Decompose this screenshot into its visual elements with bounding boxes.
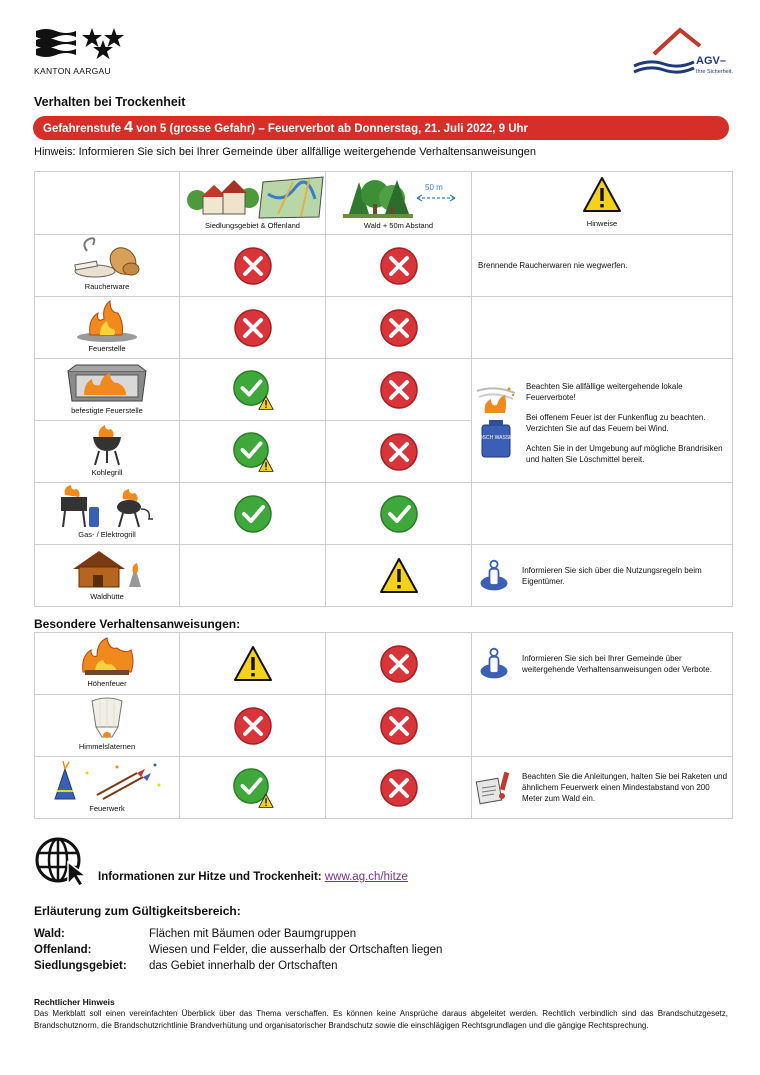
row-label: Feuerstelle — [88, 344, 126, 353]
table-row — [35, 297, 733, 359]
page-title: Verhalten bei Trockenheit — [34, 95, 186, 109]
corner-cell — [35, 172, 180, 235]
agv-label: AGV– — [696, 55, 726, 67]
row-label-cell — [35, 421, 180, 483]
extinguishing-water-icon — [475, 419, 517, 459]
row-label-cell — [35, 633, 180, 695]
info-icon — [476, 558, 512, 594]
row-label-cell — [35, 483, 180, 545]
kanton-label: KANTON AARGAU — [34, 66, 111, 76]
row-label-cell — [35, 235, 180, 297]
forbidden-icon — [233, 308, 273, 348]
forbidden-icon — [379, 432, 419, 472]
allowed-icon — [379, 494, 419, 534]
table-row — [35, 359, 733, 421]
row-note: Informieren Sie sich bei Ihrer Gemeinde über weitergehende Verhaltensanweisungen oder Verbote. — [522, 653, 712, 674]
row-label-cell — [35, 695, 180, 757]
row-label-cell — [35, 359, 180, 421]
row-label: Gas- / Elektrogrill — [78, 530, 136, 539]
sky-lantern-icon — [82, 697, 132, 741]
warning-icon — [233, 644, 273, 684]
canister-label: LÖSCH WASSER — [475, 434, 517, 441]
col-header-settlement — [180, 172, 326, 235]
agv-logo — [624, 26, 734, 78]
definition-item — [34, 942, 442, 958]
forbidden-icon — [379, 644, 419, 684]
forbidden-icon — [379, 308, 419, 348]
instructions-warning-icon — [476, 770, 512, 806]
allowed-with-warning-icon — [232, 431, 274, 473]
row-label: Raucherware — [84, 282, 130, 291]
explanation-title: Erläuterung zum Gültigkeitsbereich: — [34, 904, 241, 918]
definition-term: Wald: — [34, 928, 65, 940]
special-section-title: Besondere Verhaltensanweisungen: — [34, 617, 241, 631]
cigarette-icon — [67, 237, 147, 281]
forbidden-icon — [379, 706, 419, 746]
warning-icon — [379, 556, 419, 596]
definition-term: Offenland: — [34, 944, 92, 956]
legal-title: Rechtlicher Hinweis — [34, 997, 115, 1007]
row-label: Kohlegrill — [91, 468, 123, 477]
definition-item — [34, 958, 442, 974]
legal-text: Das Merkblatt soll einen vereinfachten Überblick über das Thema verschaffen. Es können keine Ansprüche daraus abgeleitet werden. Rechtlich verbindlich sind das Brandschutzgesetz, Brandschutznorm, die Brandschutzrichtlinie Brandverhütung und organisatorischer Brandschutz sowie die einschlägigen Rechtsgrundlagen und die gängige Rechtsprechung. — [34, 1009, 728, 1030]
table-header-row — [35, 172, 733, 235]
distance-label: 50 m — [424, 182, 443, 192]
fireworks-icon — [47, 759, 167, 803]
gas-grill-icon — [57, 485, 157, 529]
spark-flight-icon — [475, 383, 517, 415]
table-row — [35, 633, 733, 695]
danger-suffix: von 5 (grosse Gefahr) – Feuerverbot ab Donnerstag, 21. Juli 2022, 9 Uhr — [133, 123, 529, 135]
page-header — [34, 26, 734, 86]
row-label: Höhenfeuer — [87, 679, 127, 688]
forbidden-icon — [379, 246, 419, 286]
allowed-with-warning-icon — [232, 767, 274, 809]
table-row — [35, 545, 733, 607]
definitions-list — [34, 926, 442, 974]
row-note: Informieren Sie sich über die Nutzungsregeln beim Eigentümer. — [522, 565, 702, 586]
definition-text: Flächen mit Bäumen oder Baumgruppen — [149, 928, 357, 940]
merged-note-p1: Beachten Sie allfällige weitergehende lokale Feuerverbote! — [526, 381, 683, 402]
table-row — [35, 235, 733, 297]
row-label: Himmelslaternen — [78, 742, 136, 751]
fireplace-icon — [62, 361, 152, 405]
note-cell — [472, 633, 733, 695]
merged-note-cell — [472, 359, 733, 483]
merged-note-p2: Bei offenem Feuer ist der Funkenflug zu beachten. Verzichten Sie auf das Feuern bei Wind. — [526, 412, 706, 433]
info-label: Informationen zur Hitze und Trockenheit: — [98, 871, 325, 883]
warning-icon — [582, 175, 622, 215]
forbidden-icon — [233, 706, 273, 746]
charcoal-grill-icon — [87, 423, 127, 467]
note-cell — [472, 483, 733, 545]
campfire-icon — [72, 299, 142, 343]
info-icon — [476, 646, 512, 682]
forbidden-icon — [379, 768, 419, 808]
row-label-cell — [35, 545, 180, 607]
col-header-forest — [326, 172, 472, 235]
row-label: befestigte Feuerstelle — [71, 406, 143, 415]
col-header-notes — [472, 172, 733, 235]
info-row — [34, 836, 534, 886]
definition-term: Siedlungsgebiet: — [34, 960, 127, 972]
special-rules-table — [34, 632, 733, 819]
note-cell — [472, 757, 733, 819]
forbidden-icon — [233, 246, 273, 286]
danger-prefix: Gefahrenstufe — [43, 123, 125, 135]
row-note: Brennende Raucherwaren nie wegwerfen. — [478, 261, 628, 270]
col-header-settlement-label: Siedlungsgebiet & Offenland — [205, 220, 300, 230]
note-cell — [472, 695, 733, 757]
table-row — [35, 483, 733, 545]
forest-hut-icon — [67, 547, 147, 591]
rules-table — [34, 171, 733, 607]
note-cell — [472, 545, 733, 607]
row-label: Waldhütte — [90, 592, 124, 601]
settlement-map-icon — [183, 174, 323, 220]
merged-note-p3: Achten Sie in der Umgebung auf mögliche Brandrisiken und halten Sie Löschmittel bereit. — [526, 443, 723, 464]
table-row — [35, 757, 733, 819]
row-label-cell — [35, 757, 180, 819]
agv-tagline: Ihre Sicherheit. — [696, 69, 733, 75]
merged-note-text — [520, 377, 732, 465]
bonfire-icon — [77, 636, 137, 678]
row-label: Feuerwerk — [89, 804, 125, 813]
info-text — [98, 871, 408, 883]
row-note: Beachten Sie die Anleitungen, halten Sie bei Raketen und ähnlichem Feuerwerk einen Mindestabstand von 200 Meter zum Wald ein. — [522, 772, 728, 803]
note-cell — [472, 235, 733, 297]
allowed-icon — [233, 494, 273, 534]
forest-icon — [337, 174, 461, 220]
hitze-link[interactable]: www.ag.ch/hitze — [324, 871, 408, 883]
definition-text: Wiesen und Felder, die ausserhalb der Ortschaften liegen — [149, 944, 443, 956]
col-header-forest-label: Wald + 50m Abstand — [363, 220, 434, 230]
danger-level-bar — [33, 116, 729, 140]
forbidden-icon — [379, 370, 419, 410]
table-row — [35, 695, 733, 757]
row-label-cell — [35, 297, 180, 359]
danger-level: 4 — [124, 119, 134, 136]
hint-text: Hinweis: Informieren Sie sich bei Ihrer Gemeinde über allfällige weitergehende Verhaltensanweisungen — [34, 146, 537, 158]
definition-text: das Gebiet innerhalb der Ortschaften — [149, 960, 338, 972]
allowed-with-warning-icon — [232, 369, 274, 411]
globe-cursor-icon — [34, 836, 94, 886]
definition-item — [34, 926, 442, 942]
col-header-notes-label: Hinweise — [586, 219, 618, 228]
note-cell — [472, 297, 733, 359]
